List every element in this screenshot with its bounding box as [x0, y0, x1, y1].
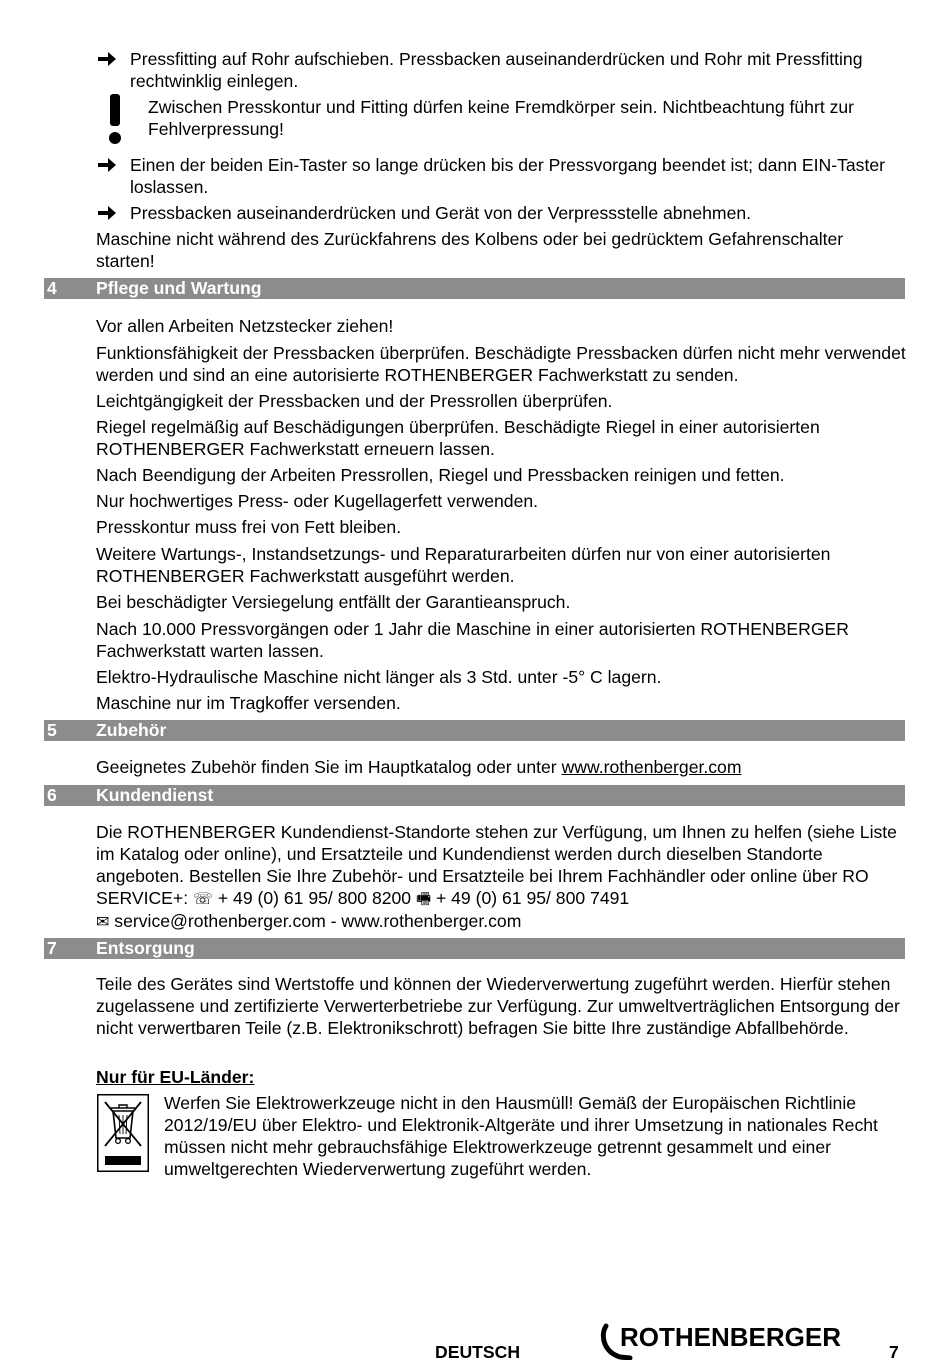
- section-header-care: [44, 278, 905, 299]
- care-paragraph: Riegel regelmäßig auf Beschädigungen überprüfen. Beschädigte Riegel in einer autorisierten ROTHENBERGER Fachwerkstatt erneuern lassen.: [96, 417, 820, 459]
- care-paragraph: Presskontur muss frei von Fett bleiben.: [96, 517, 402, 537]
- section-title: Pflege und Wartung: [96, 278, 262, 298]
- care-paragraph: Nur hochwertiges Press- oder Kugellagerfett verwenden.: [96, 491, 539, 511]
- telephone-icon: ☏: [192, 889, 213, 908]
- accessories-paragraph: [96, 756, 906, 778]
- care-paragraph: Vor allen Arbeiten Netzstecker ziehen!: [96, 316, 394, 336]
- instruction-step-text: Pressbacken auseinanderdrücken und Gerät von der Verpressstelle abnehmen.: [130, 203, 752, 223]
- disposal-paragraph: Teile des Gerätes sind Wertstoffe und können der Wiederverwertung zugeführt werden. Hierfür stehen zugelassene und zertifizierte Verwerterbetriebe zur Verfügung. Zur umweltverträglichen Entsorgung der nicht verwertbaren Teile (z.B. Elektronikschrott) befragen Sie bitte Ihre zuständige Abfallbehörde.: [96, 974, 900, 1038]
- section-header-service: [44, 785, 905, 806]
- section-number: 5: [47, 720, 57, 740]
- care-paragraph: Nach 10.000 Pressvorgängen oder 1 Jahr die Maschine in einer autorisierten ROTHENBERGER Fachwerkstatt warten lassen.: [96, 619, 849, 661]
- section-title: Kundendienst: [96, 785, 214, 805]
- care-paragraph: Weitere Wartungs-, Instandsetzungs- und Reparaturarbeiten dürfen nur von einer autorisierten ROTHENBERGER Fachwerkstatt ausgeführt werden.: [96, 544, 831, 586]
- section-header-disposal: [44, 938, 905, 959]
- arrow-right-icon: [96, 48, 120, 75]
- fax-number: + 49 (0) 61 95/ 800 7491: [435, 888, 630, 908]
- instruction-step-text: Einen der beiden Ein-Taster so lange drücken bis der Pressvorgang beendet ist; dann EIN-Taster loslassen.: [130, 155, 886, 197]
- footer-language: DEUTSCH: [435, 1342, 521, 1362]
- care-paragraph: Leichtgängigkeit der Pressbacken und der Pressrollen überprüfen.: [96, 391, 613, 411]
- section-number: 7: [47, 938, 57, 958]
- accessories-text: Geeignetes Zubehör finden Sie im Hauptkatalog oder unter: [96, 757, 562, 777]
- arrow-right-icon: [96, 154, 120, 181]
- section-number: 6: [47, 785, 57, 805]
- care-paragraph: Maschine nur im Tragkoffer versenden.: [96, 693, 401, 713]
- safety-note: Maschine nicht während des Zurückfahrens des Kolbens oder bei gedrücktem Gefahrenschalter starten!: [96, 229, 844, 271]
- care-paragraph: Nach Beendigung der Arbeiten Pressrollen, Riegel und Pressbacken reinigen und fetten.: [96, 465, 785, 485]
- care-paragraph: Funktionsfähigkeit der Pressbacken überprüfen. Beschädigte Pressbacken dürfen nicht mehr verwendet werden und sind an eine autorisierte ROTHENBERGER Fachwerkstatt zu senden.: [96, 343, 906, 385]
- eu-disposal-text: Werfen Sie Elektrowerkzeuge nicht in den Hausmüll! Gemäß der Europäischen Richtlinie 2012/19/EU über Elektro- und Elektronik-Altgeräte und ihrer Umsetzung in nationales Recht müssen nicht mehr gebrauchsfähige Elektrowerkzeuge getrennt gesammelt und einer umweltgerechten Wiederverwertung zugeführt werden.: [164, 1093, 878, 1179]
- website-link[interactable]: www.rothenberger.com: [561, 757, 742, 777]
- page-number: 7: [889, 1342, 899, 1362]
- brand-wordmark: ROTHENBERGER: [620, 1322, 842, 1352]
- section-title: Zubehör: [96, 720, 167, 740]
- care-paragraph: Bei beschädigter Versiegelung entfällt der Garantieanspruch.: [96, 592, 571, 612]
- care-paragraph: Elektro-Hydraulische Maschine nicht länger als 3 Std. unter -5° C lagern.: [96, 667, 662, 687]
- warning-text: Zwischen Presskontur und Fitting dürfen keine Fremdkörper sein. Nichtbeachtung führt zur Fehlverpressung!: [148, 97, 855, 139]
- section-number: 4: [47, 278, 57, 298]
- instruction-step-text: Pressfitting auf Rohr aufschieben. Pressbacken auseinanderdrücken und Rohr mit Pressfitting rechtwinklig einlegen.: [130, 49, 863, 91]
- service-contact: service@rothenberger.com - www.rothenberger.com: [114, 911, 522, 931]
- section-title: Entsorgung: [96, 938, 195, 958]
- envelope-icon: ✉: [96, 912, 110, 931]
- crossed-out-wheelie-bin-icon: [97, 1094, 149, 1172]
- section-header-accessories: [44, 720, 905, 741]
- arrow-right-icon: [96, 202, 120, 229]
- fax-icon: 🖷: [415, 889, 432, 908]
- service-text: Die ROTHENBERGER Kundendienst-Standorte stehen zur Verfügung, um Ihnen zu helfen (siehe Liste im Katalog oder online), und Ersatzteile und Kundendienst werden durch dieselben Standorte angeboten. Bestellen Sie Ihre Zubehör- und Ersatzteile bei Ihrem Fachhändler oder online über RO SERVICE+:: [96, 822, 897, 908]
- phone-number: + 49 (0) 61 95/ 800 8200: [217, 888, 412, 908]
- service-paragraph: [96, 821, 906, 933]
- eu-heading: Nur für EU-Länder:: [96, 1067, 255, 1087]
- brand-logo: [600, 1322, 850, 1360]
